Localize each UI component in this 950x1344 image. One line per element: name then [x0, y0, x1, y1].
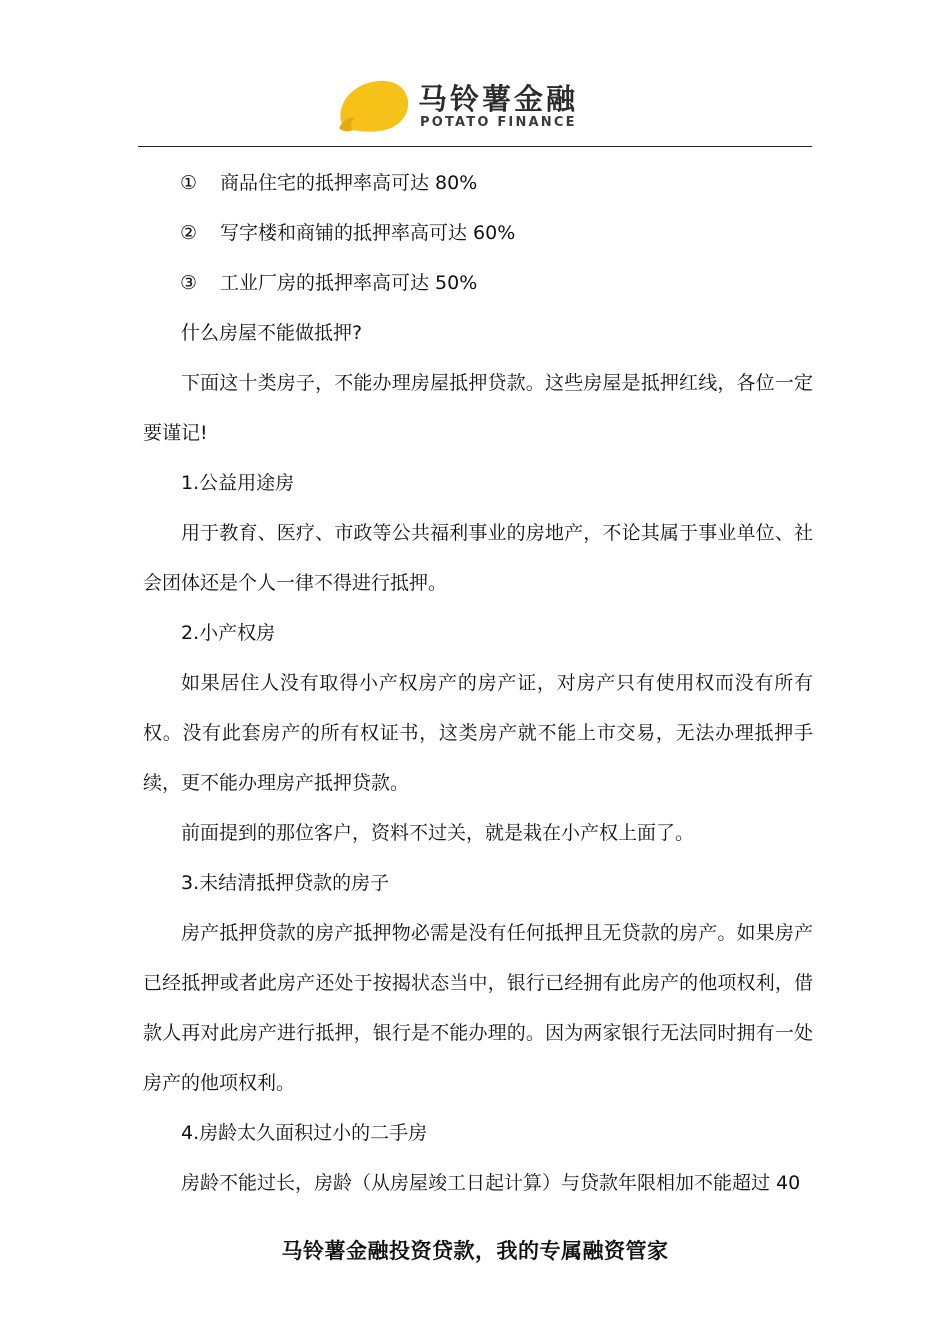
list-item-number: ② [180, 222, 198, 244]
intro-paragraph: 下面这十类房子，不能办理房屋抵押贷款。这些房屋是抵押红线，各位一定要谨记! [143, 372, 813, 444]
list-item-number: ③ [180, 272, 198, 294]
list-item [143, 158, 813, 208]
list-item-text: 写字楼和商铺的抵押率高可达 60% [220, 222, 516, 244]
header-divider [138, 146, 812, 147]
section-heading-4: 4.房龄太久面积过小的二手房 [181, 1122, 428, 1144]
page-header [0, 0, 950, 150]
section-heading-1: 1.公益用途房 [181, 472, 295, 494]
section-paragraph-2: 如果居住人没有取得小产权房产的房产证，对房产只有使用权而没有所有权。没有此套房产的所有权证书，这类房产就不能上市交易，无法办理抵押手续，更不能办理房产抵押贷款。 [143, 672, 813, 794]
footer-slogan: 马铃薯金融投资贷款，我的专属融资管家 [281, 1238, 669, 1263]
list-item-text: 商品住宅的抵押率高可达 80% [220, 172, 478, 194]
document-body [143, 158, 813, 1208]
section-paragraph-3: 房产抵押贷款的房产抵押物必需是没有任何抵押且无贷款的房产。如果房产已经抵押或者此房产还处于按揭状态当中，银行已经拥有此房产的他项权利，借款人再对此房产进行抵押，银行是不能办理的。因为两家银行无法同时拥有一处房产的他项权利。 [143, 922, 813, 1094]
section-paragraph-2b: 前面提到的那位客户，资料不过关，就是栽在小产权上面了。 [181, 822, 695, 844]
list-item-text: 工业厂房的抵押率高可达 50% [220, 272, 478, 294]
logo-text-cn: 马铃薯金融 [418, 82, 579, 116]
question-paragraph: 什么房屋不能做抵押? [181, 322, 363, 344]
logo-text-en: POTATO FINANCE [420, 115, 577, 130]
list-item-number: ① [180, 172, 198, 194]
section-paragraph-4: 房龄不能过长，房龄（从房屋竣工日起计算）与贷款年限相加不能超过 40 [181, 1172, 801, 1194]
list-item [143, 208, 813, 258]
section-heading-2: 2.小产权房 [181, 622, 276, 644]
list-item [143, 258, 813, 308]
section-paragraph-1: 用于教育、医疗、市政等公共福利事业的房地产，不论其属于事业单位、社会团体还是个人一律不得进行抵押。 [143, 522, 813, 594]
section-heading-3: 3.未结清抵押贷款的房子 [181, 872, 390, 894]
potato-logo-icon [335, 76, 411, 134]
